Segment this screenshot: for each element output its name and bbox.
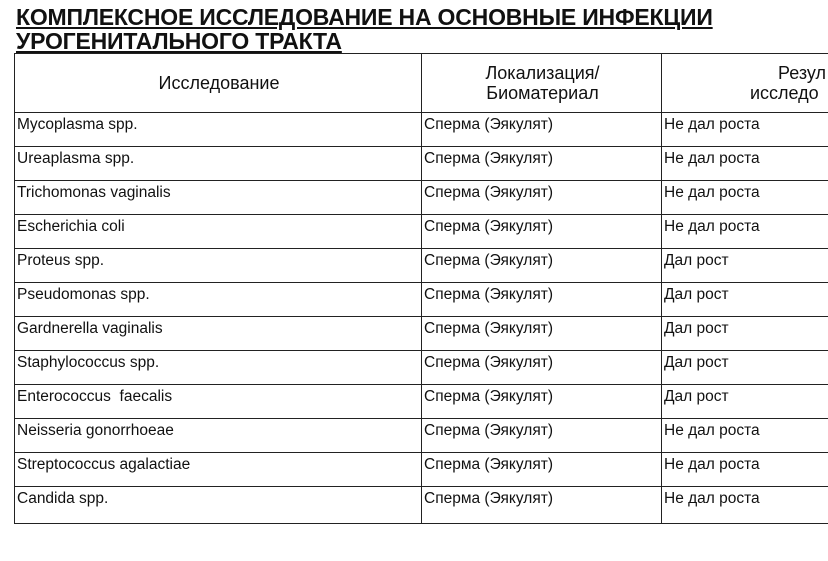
- table-row: [15, 453, 828, 487]
- cell-test: Proteus spp.: [15, 249, 422, 283]
- header-result: [662, 54, 828, 113]
- cell-result: Не дал роста: [662, 419, 828, 453]
- cell-test: Mycoplasma spp.: [15, 113, 422, 147]
- cell-result: Не дал роста: [662, 487, 828, 524]
- cell-test: Gardnerella vaginalis: [15, 317, 422, 351]
- cell-test: Neisseria gonorrhoeae: [15, 419, 422, 453]
- cell-material: Сперма (Эякулят): [422, 181, 662, 215]
- table-body: [15, 113, 828, 524]
- cell-result: Дал рост: [662, 351, 828, 385]
- cell-result: Не дал роста: [662, 147, 828, 181]
- table-row: [15, 317, 828, 351]
- cell-test: Candida spp.: [15, 487, 422, 524]
- cell-material: Сперма (Эякулят): [422, 453, 662, 487]
- table-header-row: [15, 54, 828, 113]
- header-material: [422, 54, 662, 113]
- table-row: [15, 181, 828, 215]
- cell-material: Сперма (Эякулят): [422, 385, 662, 419]
- cell-material: Сперма (Эякулят): [422, 487, 662, 524]
- cell-result: Не дал роста: [662, 215, 828, 249]
- cell-material: Сперма (Эякулят): [422, 317, 662, 351]
- cell-material: Сперма (Эякулят): [422, 147, 662, 181]
- cell-result: Не дал роста: [662, 453, 828, 487]
- cell-result: Дал рост: [662, 249, 828, 283]
- cell-test: Trichomonas vaginalis: [15, 181, 422, 215]
- cell-result: Дал рост: [662, 283, 828, 317]
- title-line-2: УРОГЕНИТАЛЬНОГО ТРАКТА: [16, 28, 342, 54]
- table-row: [15, 249, 828, 283]
- cell-test: Streptococcus agalactiae: [15, 453, 422, 487]
- cell-material: Сперма (Эякулят): [422, 419, 662, 453]
- cell-test: Escherichia coli: [15, 215, 422, 249]
- cell-test: Staphylococcus spp.: [15, 351, 422, 385]
- title-line-1: КОМПЛЕКСНОЕ ИССЛЕДОВАНИЕ НА ОСНОВНЫЕ ИНФЕКЦИИ: [16, 4, 713, 30]
- table-row: [15, 215, 828, 249]
- results-table-container: [14, 53, 828, 542]
- table-row: [15, 351, 828, 385]
- header-test-label: Исследование: [158, 73, 280, 93]
- table-row: [15, 113, 828, 147]
- table-row: [15, 283, 828, 317]
- cell-test: Enterococcus faecalis: [15, 385, 422, 419]
- cell-result: Не дал роста: [662, 181, 828, 215]
- cell-result: Дал рост: [662, 385, 828, 419]
- table-row: [15, 419, 828, 453]
- cell-material: Сперма (Эякулят): [422, 215, 662, 249]
- document-title: [16, 5, 713, 53]
- cell-test: Ureaplasma spp.: [15, 147, 422, 181]
- cell-test: Pseudomonas spp.: [15, 283, 422, 317]
- cell-material: Сперма (Эякулят): [422, 113, 662, 147]
- table-row: [15, 385, 828, 419]
- cell-result: Не дал роста: [662, 113, 828, 147]
- cell-material: Сперма (Эякулят): [422, 249, 662, 283]
- cell-material: Сперма (Эякулят): [422, 283, 662, 317]
- table-row: [15, 487, 828, 524]
- cell-material: Сперма (Эякулят): [422, 351, 662, 385]
- results-table: [14, 53, 828, 524]
- table-row: [15, 147, 828, 181]
- header-result-line-2: исследо: [750, 83, 819, 103]
- header-material-line-2: Биоматериал: [486, 83, 599, 103]
- cell-result: Дал рост: [662, 317, 828, 351]
- header-result-line-1: Резул: [778, 63, 826, 83]
- header-material-line-1: Локализация/: [485, 63, 600, 83]
- header-test: [15, 54, 422, 113]
